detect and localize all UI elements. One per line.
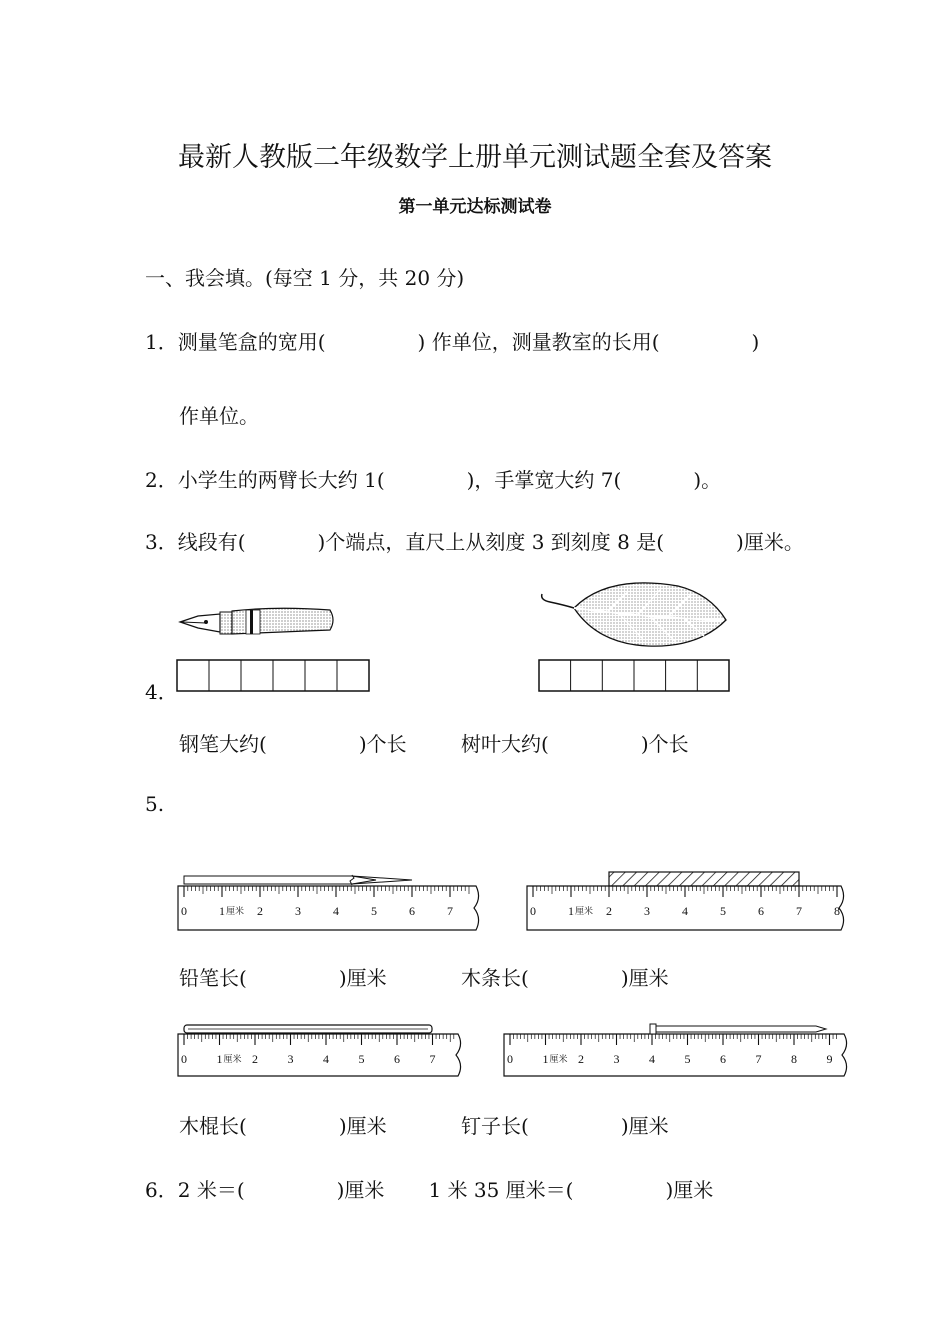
section-heading: 一、我会填。(每空 1 分，共 20 分) (145, 266, 465, 290)
q5-stick-text-a: 木棍长( (179, 1114, 247, 1138)
ruler-label: 8 (791, 1052, 797, 1066)
ruler-label: 4 (323, 1052, 329, 1066)
q1-text-b: ) 作单位，测量教室的长用( (417, 330, 660, 354)
ruler-label: 8 (834, 904, 840, 918)
ruler-label: 1 (219, 904, 225, 918)
q6-text-a: 2 米＝( (177, 1178, 245, 1202)
ruler-label: 6 (394, 1052, 400, 1066)
ruler-label: 6 (720, 1052, 726, 1066)
ruler-wood (525, 870, 851, 932)
q4-pen-text-a: 钢笔大约( (179, 732, 267, 756)
ruler-nail (502, 1020, 852, 1078)
q1-continuation: 作单位。 (179, 404, 259, 428)
ruler-label: 3 (295, 904, 301, 918)
q3-text-a: 线段有( (177, 530, 246, 554)
ruler-label: 5 (684, 1052, 691, 1066)
ruler-label: 5 (358, 1052, 365, 1066)
ruler-label: 4 (682, 904, 688, 918)
leaf-illustration (538, 580, 730, 650)
q2-text-b: )，手掌宽大约 7( (466, 468, 622, 492)
ruler-pencil (176, 872, 486, 932)
ruler-stick (176, 1022, 466, 1078)
ruler-unit-label: 厘米 (575, 906, 594, 916)
ruler-label: 3 (613, 1052, 620, 1066)
ruler-label: 4 (333, 904, 339, 918)
ruler-label: 2 (606, 904, 612, 918)
ruler-label: 7 (429, 1052, 436, 1066)
q5-nail-text-a: 钉子长( (461, 1114, 529, 1138)
q3-text-c: )厘米。 (736, 530, 804, 554)
question-2 (145, 464, 721, 493)
q5-wood-text-a: 木条长( (461, 966, 529, 990)
q6-text-c: 1 米 35 厘米＝( (428, 1178, 574, 1202)
question-number: 3． (145, 530, 178, 554)
q3-text-b: )个端点，直尺上从刻度 3 到刻度 8 是( (317, 530, 665, 554)
ruler-label: 2 (252, 1052, 258, 1066)
q4-leaf-text-a: 树叶大约( (461, 732, 549, 756)
ruler-label: 0 (530, 904, 536, 918)
ruler-label: 5 (720, 904, 726, 918)
q4-leaf-line (461, 728, 689, 757)
q4-pen-line (179, 728, 407, 757)
ruler-label: 6 (758, 904, 764, 918)
question-number: 2． (145, 468, 178, 492)
ruler-label: 7 (755, 1052, 762, 1066)
leaf-unit-boxes (538, 659, 730, 692)
q5-pencil-text-b: )厘米 (338, 966, 387, 990)
ruler-label: 1 (542, 1052, 549, 1066)
ruler-label: 1 (216, 1052, 223, 1066)
ruler-unit-label: 厘米 (549, 1054, 568, 1064)
question-number: 1． (145, 330, 178, 354)
pen-unit-boxes (176, 659, 370, 692)
q2-text-a: 小学生的两臂长大约 1( (177, 468, 385, 492)
ruler-label: 3 (644, 904, 650, 918)
question-1 (145, 326, 759, 355)
q4-leaf-text-b: )个长 (640, 732, 689, 756)
q5-wood-text-b: )厘米 (620, 966, 669, 990)
question-6 (145, 1174, 713, 1203)
question-number: 4． (145, 680, 178, 704)
pen-illustration (176, 596, 340, 642)
q1-text-c: ) (751, 330, 760, 354)
q5-stick-line (179, 1110, 387, 1139)
ruler-label: 7 (447, 904, 453, 918)
ruler-label: 3 (287, 1052, 294, 1066)
q1-text-a: 测量笔盒的宽用( (177, 330, 326, 354)
q5-pencil-line (179, 962, 387, 991)
q4-pen-text-b: )个长 (358, 732, 407, 756)
ruler-label: 1 (568, 904, 574, 918)
ruler-unit-label: 厘米 (226, 906, 245, 916)
ruler-unit-label: 厘米 (223, 1054, 242, 1064)
q6-text-b: )厘米 (336, 1178, 385, 1202)
q5-wood-line (461, 962, 669, 991)
ruler-label: 6 (409, 904, 415, 918)
question-3 (145, 526, 804, 555)
ruler-label: 5 (371, 904, 377, 918)
question-number: 6． (145, 1178, 178, 1202)
ruler-label: 2 (257, 904, 263, 918)
q5-nail-line (461, 1110, 669, 1139)
ruler-label: 4 (649, 1052, 655, 1066)
page-subtitle: 第一单元达标测试卷 (398, 197, 552, 217)
ruler-label: 0 (181, 1052, 187, 1066)
q5-nail-text-b: )厘米 (620, 1114, 669, 1138)
ruler-label: 9 (826, 1052, 833, 1066)
q2-text-c: )。 (693, 468, 722, 492)
q5-stick-text-b: )厘米 (338, 1114, 387, 1138)
ruler-label: 0 (507, 1052, 513, 1066)
ruler-label: 7 (796, 904, 802, 918)
question-number: 5. (145, 792, 165, 816)
page-title: 最新人教版二年级数学上册单元测试题全套及答案 (178, 142, 772, 173)
ruler-label: 2 (578, 1052, 584, 1066)
ruler-label: 0 (181, 904, 187, 918)
q5-pencil-text-a: 铅笔长( (179, 966, 247, 990)
q6-text-d: )厘米 (665, 1178, 714, 1202)
